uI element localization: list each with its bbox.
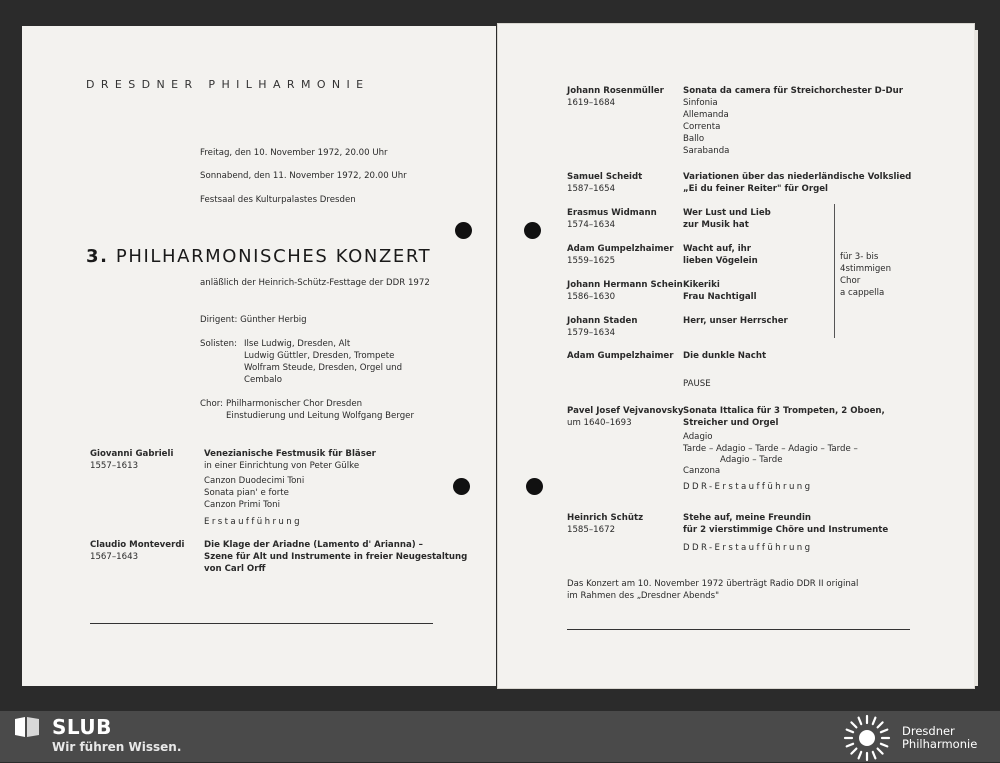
page-edge	[974, 30, 978, 686]
work-title: Sonata Ittalica für 3 Trompeten, 2 Oboen,	[683, 406, 885, 416]
movement: Adagio	[683, 432, 713, 442]
composer-years: 1586–1630	[567, 292, 616, 302]
composer-years: 1579–1634	[567, 328, 616, 338]
movement: Tarde – Adagio – Tarde – Adagio – Tarde –	[683, 444, 858, 454]
soloist-line: Ludwig Güttler, Dresden, Trompete	[244, 351, 395, 361]
work-title: Stehe auf, meine Freundin	[683, 513, 812, 523]
work-part: Sonata pian' e forte	[204, 488, 289, 498]
composer-name: Pavel Josef Vejvanovsky	[567, 406, 684, 416]
work-title: Szene für Alt und Instrumente in freier Neugestaltung	[204, 552, 468, 562]
choir-note: Chor	[840, 276, 861, 286]
composer-name: Giovanni Gabrieli	[90, 449, 174, 459]
library-name: SLUB	[52, 715, 112, 739]
movement: Correnta	[683, 122, 721, 132]
work-title: Variationen über das niederländische Volkslied	[683, 172, 912, 182]
composer-years: 1585–1672	[567, 525, 616, 535]
closing-rule	[90, 623, 433, 624]
work-part: Canzon Primi Toni	[204, 500, 280, 510]
library-tagline: Wir führen Wissen.	[52, 740, 182, 754]
choir-note: a cappella	[840, 288, 885, 298]
premiere-note: DDR-Erstaufführung	[683, 543, 813, 553]
work-arrangement: in einer Einrichtung von Peter Gülke	[204, 461, 360, 471]
composer-years: 1557–1613	[90, 461, 139, 471]
composer-years: 1574–1634	[567, 220, 616, 230]
work-title: lieben Vögelein	[683, 256, 758, 266]
composer-years: 1619–1684	[567, 98, 616, 108]
concert-number: 3.	[86, 246, 109, 267]
composer-name: Heinrich Schütz	[567, 513, 644, 523]
partner-name-line: Philharmonie	[902, 737, 978, 751]
punch-hole	[453, 478, 470, 495]
work-title: Frau Nachtigall	[683, 292, 757, 302]
partner-name	[902, 725, 977, 751]
soloists-label: Solisten:	[200, 339, 237, 349]
choir-label: Chor:	[200, 399, 223, 409]
punch-hole	[524, 222, 541, 239]
work-title: Wer Lust und Lieb	[683, 208, 771, 218]
date-line: Freitag, den 10. November 1972, 20.00 Uhr	[200, 148, 388, 158]
premiere-note: DDR-Erstaufführung	[683, 482, 813, 492]
choir-note: für 3- bis	[840, 252, 879, 262]
work-title: Die dunkle Nacht	[683, 351, 767, 361]
venue: Festsaal des Kulturpalastes Dresden	[200, 195, 356, 205]
soloist-line: Wolfram Steude, Dresden, Orgel und	[244, 363, 403, 373]
choir-note: 4stimmigen	[840, 264, 892, 274]
composer-name: Adam Gumpelzhaimer	[567, 244, 674, 254]
occasion: anläßlich der Heinrich-Schütz-Festtage der DDR 1972	[200, 278, 430, 288]
work-title: Die Klage der Ariadne (Lamento d' Arianna) –	[204, 540, 423, 550]
pause-label: PAUSE	[683, 379, 711, 389]
choir-line: Philharmonischer Chor Dresden	[226, 399, 363, 409]
conductor: Dirigent: Günther Herbig	[200, 315, 307, 325]
work-title: „Ei du feiner Reiter" für Orgel	[683, 184, 828, 194]
movement: Ballo	[683, 134, 705, 144]
choir-group-brace	[828, 204, 835, 338]
soloist-line: Ilse Ludwig, Dresden, Alt	[244, 339, 351, 349]
broadcast-note: im Rahmen des „Dresdner Abends"	[567, 591, 720, 601]
work-part: Canzon Duodecimi Toni	[204, 476, 305, 486]
composer-name: Johann Rosenmüller	[567, 86, 664, 96]
work-title: Venezianische Festmusik für Bläser	[204, 449, 376, 459]
movement: Allemanda	[683, 110, 729, 120]
broadcast-note: Das Konzert am 10. November 1972 überträgt Radio DDR II original	[567, 579, 859, 589]
premiere-note: Erstaufführung	[204, 517, 302, 527]
movement: Sarabanda	[683, 146, 730, 156]
concert-title	[86, 246, 431, 267]
composer-name: Erasmus Widmann	[567, 208, 657, 218]
movement: Sinfonia	[683, 98, 718, 108]
date-line: Sonnabend, den 11. November 1972, 20.00 Uhr	[200, 171, 407, 181]
work-title: Kikeriki	[683, 280, 720, 290]
work-title: Herr, unser Herrscher	[683, 316, 788, 326]
closing-rule	[567, 629, 910, 630]
composer-name: Adam Gumpelzhaimer	[567, 351, 674, 361]
organization-header: DRESDNER PHILHARMONIE	[86, 78, 370, 91]
partner-name-line: Dresdner	[902, 724, 955, 738]
concert-title-text: PHILHARMONISCHES KONZERT	[115, 246, 432, 267]
work-title: zur Musik hat	[683, 220, 749, 230]
composer-name: Samuel Scheidt	[567, 172, 643, 182]
choir-line: Einstudierung und Leitung Wolfgang Berger	[226, 411, 415, 421]
punch-hole	[526, 478, 543, 495]
work-title: von Carl Orff	[204, 564, 266, 574]
movement: Canzona	[683, 466, 721, 476]
composer-years: 1559–1625	[567, 256, 616, 266]
composer-years: um 1640–1693	[567, 418, 632, 428]
work-title: für 2 vierstimmige Chöre und Instrumente	[683, 525, 889, 535]
composer-name: Claudio Monteverdi	[90, 540, 185, 550]
composer-name: Johann Hermann Schein	[567, 280, 683, 290]
composer-years: 1587–1654	[567, 184, 616, 194]
work-title: Streicher und Orgel	[683, 418, 779, 428]
work-title: Sonata da camera für Streichorchester D-Dur	[683, 86, 903, 96]
work-title: Wacht auf, ihr	[683, 244, 752, 254]
composer-name: Johann Staden	[567, 316, 638, 326]
dresdner-philharmonie-logo	[842, 713, 892, 763]
slub-book-icon	[14, 716, 40, 738]
composer-years: 1567–1643	[90, 552, 139, 562]
soloist-line: Cembalo	[244, 375, 283, 385]
movement: Adagio – Tarde	[720, 455, 783, 465]
punch-hole	[455, 222, 472, 239]
